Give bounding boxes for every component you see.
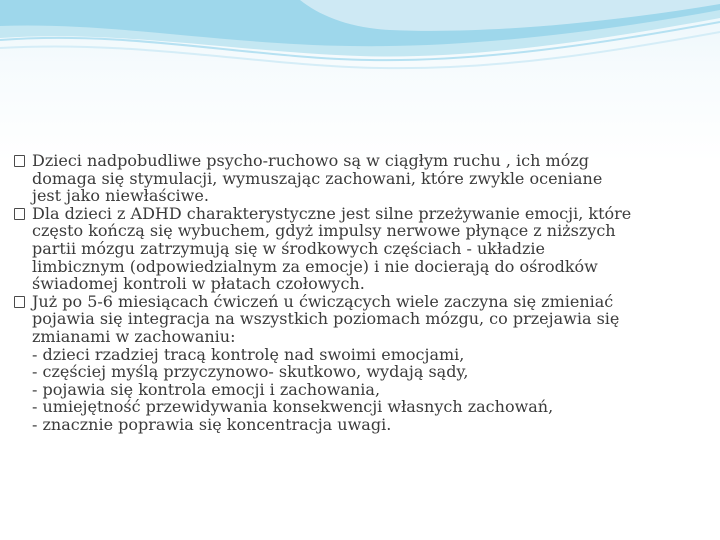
header-wave-decoration	[0, 0, 720, 110]
sub-list-item: - umiejętność przewidywania konsekwencji własnych zachowań,	[32, 397, 554, 417]
text-line: jest jako niewłaściwe.	[32, 186, 209, 206]
square-bullet-icon	[14, 296, 25, 308]
text-line: domaga się stymulacji, wymuszając zachowani, które zwykle oceniane	[32, 168, 603, 188]
bullet-item	[14, 293, 694, 434]
text-line: limbicznym (odpowiedzialnym za emocje) i nie docierają do ośrodków	[32, 256, 598, 276]
sub-list-item: - częściej myślą przyczynowo- skutkowo, wydają sądy,	[32, 362, 469, 382]
text-line: partii mózgu zatrzymują się w środkowych częściach - układzie	[32, 238, 545, 258]
text-line: Już po 5-6 miesiącach ćwiczeń u ćwiczących wiele zaczyna się zmieniać	[32, 291, 614, 311]
square-bullet-icon	[14, 208, 25, 220]
square-bullet-icon	[14, 155, 25, 167]
text-line: świadomej kontroli w płatach czołowych.	[32, 274, 365, 294]
bullet-list	[14, 152, 694, 434]
sub-list-item: - znacznie poprawia się koncentracja uwagi.	[32, 414, 392, 434]
text-line: Dzieci nadpobudliwe psycho-ruchowo są w ciągłym ruchu , ich mózg	[32, 151, 589, 170]
text-line: zmianami w zachowaniu:	[32, 326, 236, 346]
bullet-item	[14, 205, 694, 293]
text-line: pojawia się integracja na wszystkich poziomach mózgu, co przejawia się	[32, 309, 620, 329]
sub-list-item: - dzieci rzadziej tracą kontrolę nad swoimi emocjami,	[32, 344, 465, 364]
sub-list-item: - pojawia się kontrola emocji i zachowania,	[32, 379, 381, 399]
bullet-item	[14, 152, 694, 205]
text-line: Dla dzieci z ADHD charakterystyczne jest silne przeżywanie emocji, które	[32, 203, 632, 223]
text-line: często kończą się wybuchem, gdyż impulsy nerwowe płynące z niższych	[32, 221, 616, 241]
